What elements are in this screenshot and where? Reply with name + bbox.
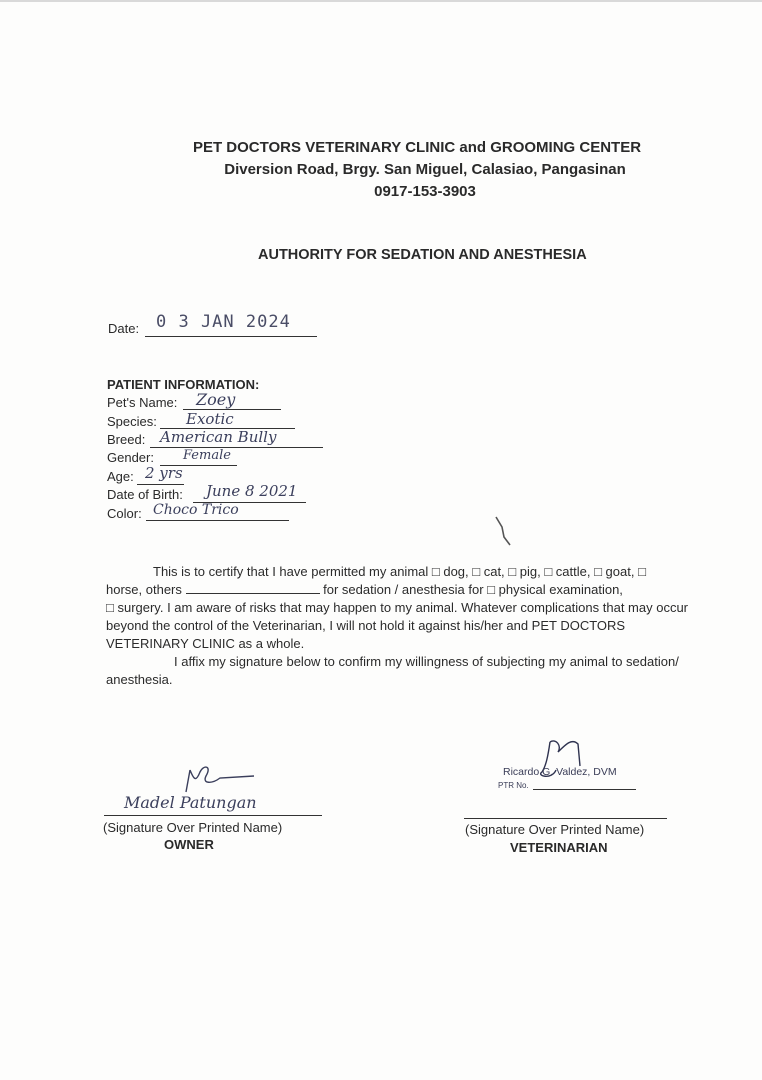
owner-signature-line [104,815,322,816]
gender-value: Female [183,448,231,463]
date-label: Date: [108,321,140,336]
patient-info-heading: PATIENT INFORMATION: [107,377,260,392]
color-underline [146,520,289,521]
vet-caption: (Signature Over Printed Name) [465,822,645,837]
clinic-name: PET DOCTORS VETERINARY CLINIC and GROOMING CENTER [192,139,642,156]
owner-printed-name: Madel Patungan [124,793,257,812]
vet-ptr-line [533,789,636,790]
scan-edge [0,0,762,2]
owner-role: OWNER [164,837,214,852]
date-underline [145,336,317,337]
vet-stamp-name: Ricardo G. Valdez, DVM [503,766,617,778]
vet-ptr-label: PTR No. [498,781,529,790]
vet-signature-line [464,818,667,819]
breed-underline [150,447,323,448]
pet-name-label: Pet's Name: [107,395,178,410]
age-value: 2 yrs [145,464,183,482]
cert-paragraph-2: I affix my signature below to confirm my willingness of subjecting my animal to sedation/ anesthesia. [106,654,679,687]
age-label: Age: [107,469,134,484]
pet-name-value: Zoey [196,390,236,409]
clinic-address: Diversion Road, Brgy. San Miguel, Calasiao, Pangasinan [224,161,626,178]
breed-value: American Bully [160,428,277,446]
breed-label: Breed: [107,432,146,447]
color-value: Choco Trico [153,502,239,518]
species-value: Exotic [186,410,234,428]
age-underline [137,484,184,485]
cert-line-1: This is to certify that I have permitted my animal □ dog, □ cat, □ pig, □ cattle, □ goat, □ [153,564,646,579]
color-label: Color: [107,506,142,521]
dob-label: Date of Birth: [107,487,183,502]
clinic-phone: 0917-153-3903 [374,183,476,200]
date-value: 0 3 JAN 2024 [156,312,291,332]
vet-role: VETERINARIAN [510,840,608,855]
cert-line-2b: for sedation / anesthesia for □ physical examination, [323,582,623,597]
cert-paragraph-rest: □ surgery. I am aware of risks that may happen to my animal. Whatever complications that may occur beyond the control of the Veterinarian, I will not hold it against his/her and PET DOCTORS VETERINARY CLINIC as a whole. [106,600,689,651]
gender-label: Gender: [107,450,154,465]
species-label: Species: [107,414,157,429]
owner-caption: (Signature Over Printed Name) [103,820,283,835]
dob-value: June 8 2021 [206,482,298,500]
pen-mark [492,513,514,549]
document-title: AUTHORITY FOR SEDATION AND ANESTHESIA [258,247,587,263]
cert-line-2a: horse, others [106,582,182,597]
others-blank [186,583,320,594]
